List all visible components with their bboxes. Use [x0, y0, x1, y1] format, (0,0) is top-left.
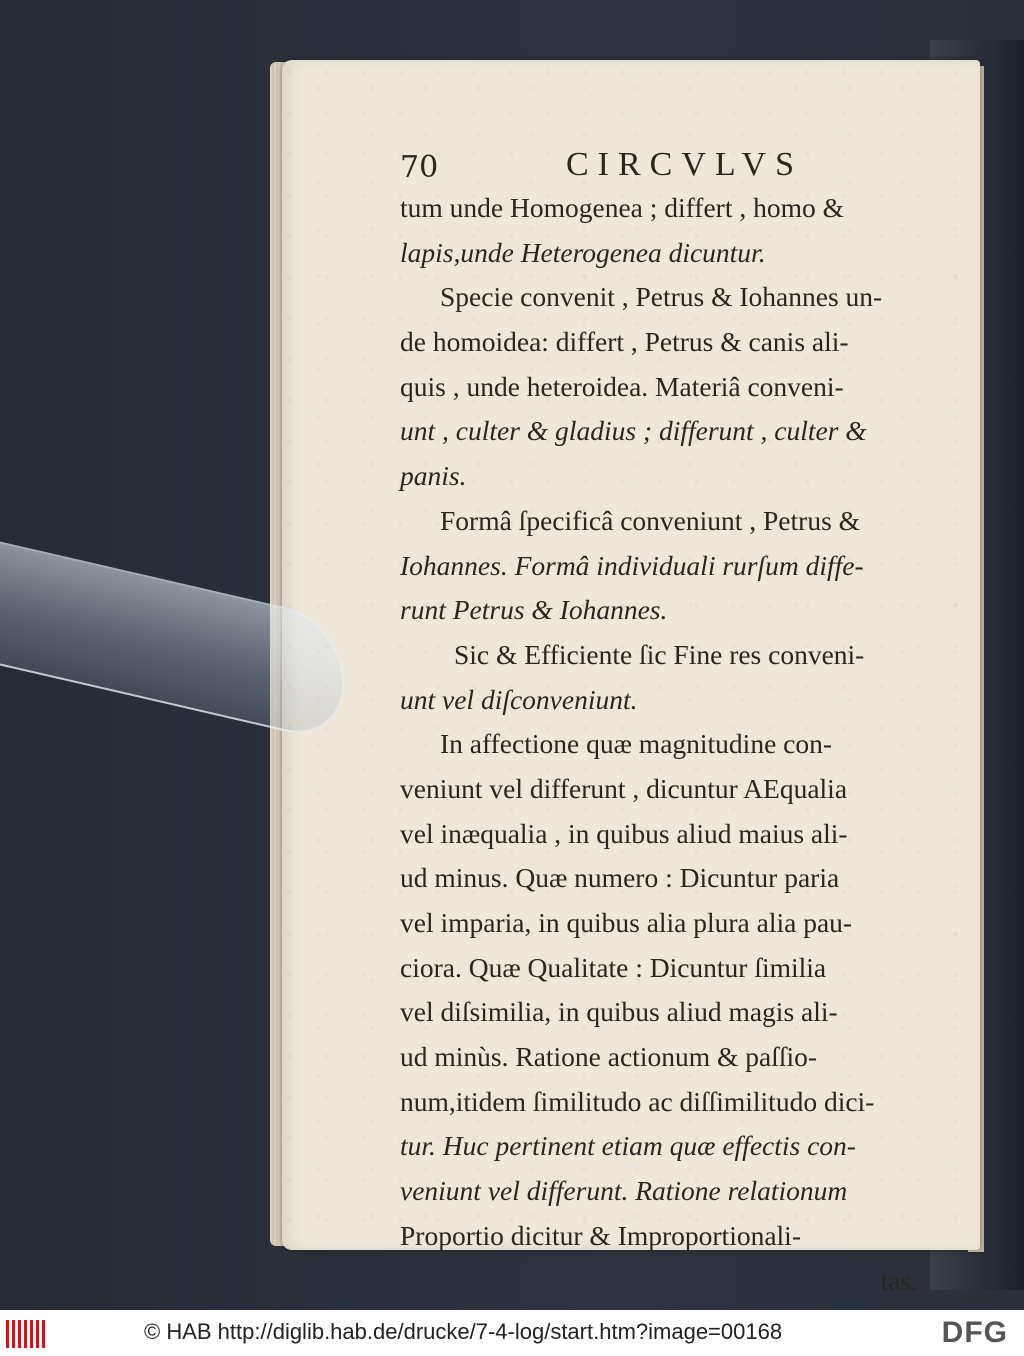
text-line: ciora. Quæ Qualitate : Dicuntur ſimilia — [400, 951, 827, 983]
text-line: ud minùs. Ratione actionum & paſſio- — [400, 1041, 818, 1073]
text-line: In affectione quæ magnitudine con- — [440, 728, 833, 760]
page-number: 70 — [400, 150, 439, 185]
text-line: runt Petrus & Iohannes. — [400, 594, 668, 626]
text-line: vel inæqualia , in quibus aliud maius ali- — [400, 817, 848, 849]
text-line: lapis,unde Heterogenea dicuntur. — [400, 236, 766, 268]
text-line: de homoidea: differt , Petrus & canis ali- — [400, 326, 849, 358]
text-line: ud minus. Quæ numero : Dicuntur paria — [400, 862, 840, 894]
text-line: panis. — [400, 460, 467, 492]
running-head — [400, 146, 840, 186]
footer-bar — [0, 1310, 1024, 1356]
catchword: tas. — [880, 1264, 918, 1296]
text-line: num,itidem ſimilitudo ac diſſimilitudo dici- — [400, 1085, 875, 1117]
dfg-logo: DFG — [941, 1316, 1008, 1349]
text-line: Formâ ſpecificâ conveniunt , Petrus & — [440, 504, 861, 536]
page-holder-clip — [0, 540, 360, 760]
text-line: quis , unde heteroidea. Materiâ conveni- — [400, 370, 844, 402]
text-line: unt , culter & gladius ; differunt , culter & — [400, 415, 867, 447]
text-line: veniunt vel differunt , dicuntur AEqualia — [400, 772, 848, 804]
text-line: tum unde Homogenea ; differt , homo & — [400, 192, 844, 223]
text-line: Proportio dicitur & Improportionali- — [400, 1219, 801, 1251]
library-logo-icon — [6, 1320, 46, 1348]
text-line: vel diſsimilia, in quibus aliud magis ali- — [400, 996, 838, 1028]
clip-bar — [0, 539, 344, 745]
text-line: veniunt vel differunt. Ratione relationum — [400, 1175, 848, 1207]
text-line: Specie convenit , Petrus & Iohannes un- — [440, 281, 883, 313]
text-line: Iohannes. Formâ individuali rurſum diffe- — [400, 549, 864, 581]
page-text — [400, 186, 940, 1303]
footer-credit[interactable]: © HAB http://diglib.hab.de/drucke/7-4-log/start.htm?image=00168 — [144, 1319, 783, 1344]
text-line: vel imparia, in quibus alia plura alia pau- — [400, 907, 853, 938]
text-line: Sic & Efficiente ſic Fine res conveni- — [454, 638, 865, 670]
text-line: unt vel diſconveniunt. — [400, 683, 638, 715]
running-title: CIRCVLVS — [566, 146, 804, 183]
text-line: tur. Huc pertinent etiam quæ effectis con- — [400, 1130, 856, 1162]
